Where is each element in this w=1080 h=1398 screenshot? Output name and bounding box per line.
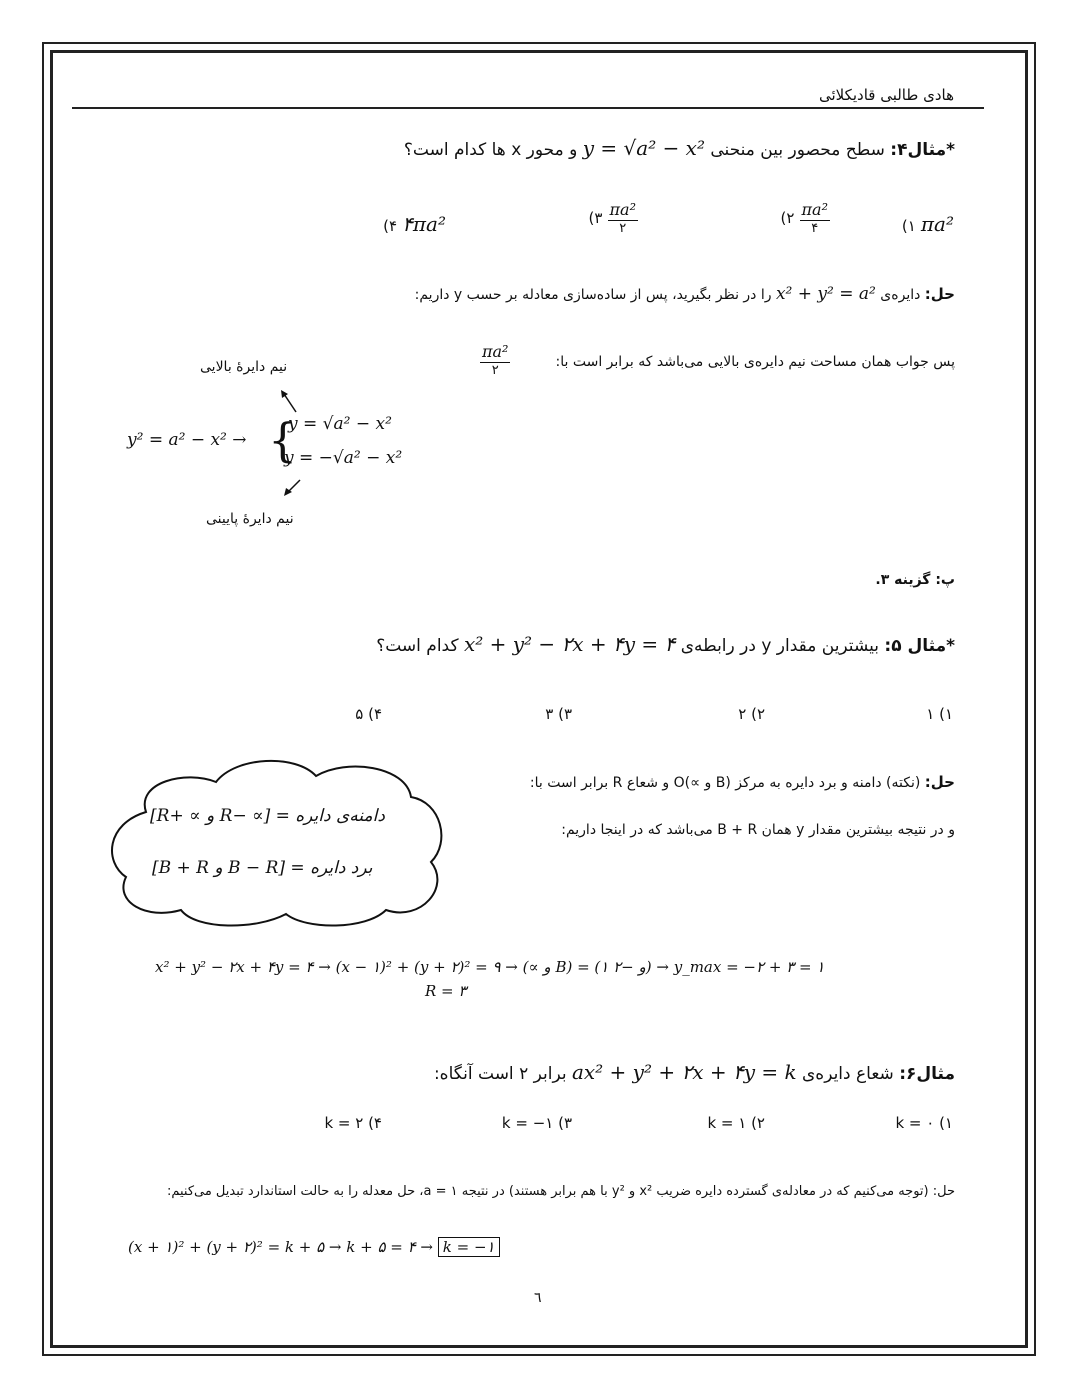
example6-option-3: k = −۱ (۳ xyxy=(501,1114,572,1132)
semicircle-eq-top: y = √a² − x² xyxy=(288,414,392,434)
cloud-range-line: برد دایره = [B − R و B + R] xyxy=(152,858,373,878)
example4-option-2 xyxy=(781,200,830,237)
option-fraction xyxy=(800,200,830,237)
example5-solution-line1 xyxy=(530,773,955,791)
example6-option-2: k = ۱ (۲ xyxy=(707,1114,765,1132)
calculation-text: (x + ۱)² + (y + ۲)² = k + ۵ → k + ۵ = ۴ → xyxy=(128,1238,434,1256)
example6-q-pre: شعاع دایره‌ی xyxy=(801,1064,894,1084)
example4-option-4 xyxy=(383,212,446,236)
header-divider xyxy=(72,107,984,109)
fraction-numerator: πa² xyxy=(482,342,509,361)
page-inner-border xyxy=(50,50,1028,1348)
example5-option-4: ۵ (۴ xyxy=(355,705,382,723)
fraction-numerator: πa² xyxy=(801,200,828,219)
cloud-shape xyxy=(106,752,450,928)
up-arrow-head-icon xyxy=(281,390,288,398)
example5-equation: x² + y² − ۲x + ۴y = ۴ xyxy=(463,632,676,656)
example4-label: *مثال۴: xyxy=(890,140,955,160)
example6-q-post: برابر ۲ است آنگاه: xyxy=(433,1064,567,1084)
fraction-denominator: ۲ xyxy=(619,221,627,236)
example6-solution: حل: (توجه می‌کنیم که در معادله‌ی گسترده دایره ضریب x² و y² با هم برابر هستند) در نتیجه ۱ = a، حل معدله را به حالت استاندارد تبدیل می‌کنیم: xyxy=(166,1184,955,1199)
solution-equation: x² + y² = a² xyxy=(775,284,876,304)
solution-text: دایره‌ی xyxy=(880,287,921,303)
example5-solution-line2: و در نتیجه بیشترین مقدار y همان B + R می‌باشد که در اینجا داریم: xyxy=(561,822,955,838)
fraction-numerator: πa² xyxy=(609,200,636,219)
example5-question xyxy=(376,632,955,656)
example4-solution-line1 xyxy=(415,284,955,304)
example4-question xyxy=(404,136,955,160)
cloud-domain-line: دامنه‌ی دایره = [∝ −R و ∝ +R] xyxy=(150,806,385,826)
option-number: (۴ xyxy=(383,217,398,235)
author-header: هادی طالبی قادیکلائی xyxy=(818,86,954,104)
example4-equation: y = √a² − x² xyxy=(582,136,705,160)
example6-label: مثال۶: xyxy=(899,1064,955,1084)
lower-semicircle-label: نیم دایرهٔ پایینی xyxy=(206,511,294,527)
option-value: πa² xyxy=(920,212,954,236)
example5-calculation: x² + y² − ۲x + ۴y = ۴ → (x − ۱)² + (y + ۲)² = ۹ → (∝ و B) = (۱ و −۲) → y_max = −۲ + ۳ = ۱ xyxy=(155,958,825,976)
solution-label: حل: xyxy=(924,773,955,791)
example5-option-3: ۳ (۳ xyxy=(545,705,572,723)
page-number: ٦ xyxy=(534,1290,542,1306)
option-number: (۱ xyxy=(901,217,916,235)
option-value: ۴πa² xyxy=(402,212,446,236)
example6-calculation xyxy=(128,1238,500,1256)
upper-semicircle-label: نیم دایرهٔ بالایی xyxy=(200,359,288,375)
example4-q-post: و محور x ها کدام است؟ xyxy=(403,140,578,160)
example5-radius: R = ۳ xyxy=(425,982,467,1000)
example6-question xyxy=(434,1060,955,1084)
option-fraction xyxy=(608,200,638,237)
example5-q-post: کدام است؟ xyxy=(376,636,459,656)
solution-text: (نکته) دامنه و برد دایره به مرکز (B و ∝)O و شعاع R برابر است با: xyxy=(529,775,921,791)
up-arrow-icon xyxy=(284,394,296,412)
solution-text: را در نظر بگیرید، پس از ساده‌سازی معادله بر حسب y داریم: xyxy=(414,287,772,303)
fraction-denominator: ۴ xyxy=(811,221,819,236)
brace-icon: { xyxy=(268,413,298,467)
down-arrow-icon xyxy=(288,480,300,492)
example5-option-2: ۲ (۲ xyxy=(738,705,765,723)
semicircle-eq-bottom: y = −√a² − x² xyxy=(284,448,403,468)
example4-answer: پ: گزینه ۳. xyxy=(875,572,955,588)
example4-q-pre: سطح محصور بین منحنی xyxy=(710,140,885,160)
example5-label: *مثال ۵: xyxy=(884,636,955,656)
example6-option-4: k = ۲ (۴ xyxy=(324,1114,382,1132)
example4-solution-fraction xyxy=(480,342,510,379)
option-number: (۳ xyxy=(588,209,603,227)
boxed-answer: k = −۱ xyxy=(438,1237,500,1257)
example5-q-pre: بیشترین مقدار y در رابطه‌ی xyxy=(680,636,879,656)
solution-label: حل: xyxy=(924,285,955,303)
example6-option-1: k = ۰ (۱ xyxy=(895,1114,953,1132)
fraction-denominator: ۲ xyxy=(491,363,499,378)
example4-option-1 xyxy=(902,212,954,236)
example4-solution-line2: پس جواب همان مساحت نیم دایره‌ی بالایی می‌باشد که برابر است با: xyxy=(555,354,955,370)
example6-equation: ax² + y² + ۲x + ۴y = k xyxy=(571,1060,797,1084)
example5-option-1: ۱ (۱ xyxy=(926,705,953,723)
example4-option-3 xyxy=(589,200,638,237)
semicircle-eq-left: y² = a² − x² → xyxy=(127,430,247,450)
option-number: (۲ xyxy=(780,209,795,227)
